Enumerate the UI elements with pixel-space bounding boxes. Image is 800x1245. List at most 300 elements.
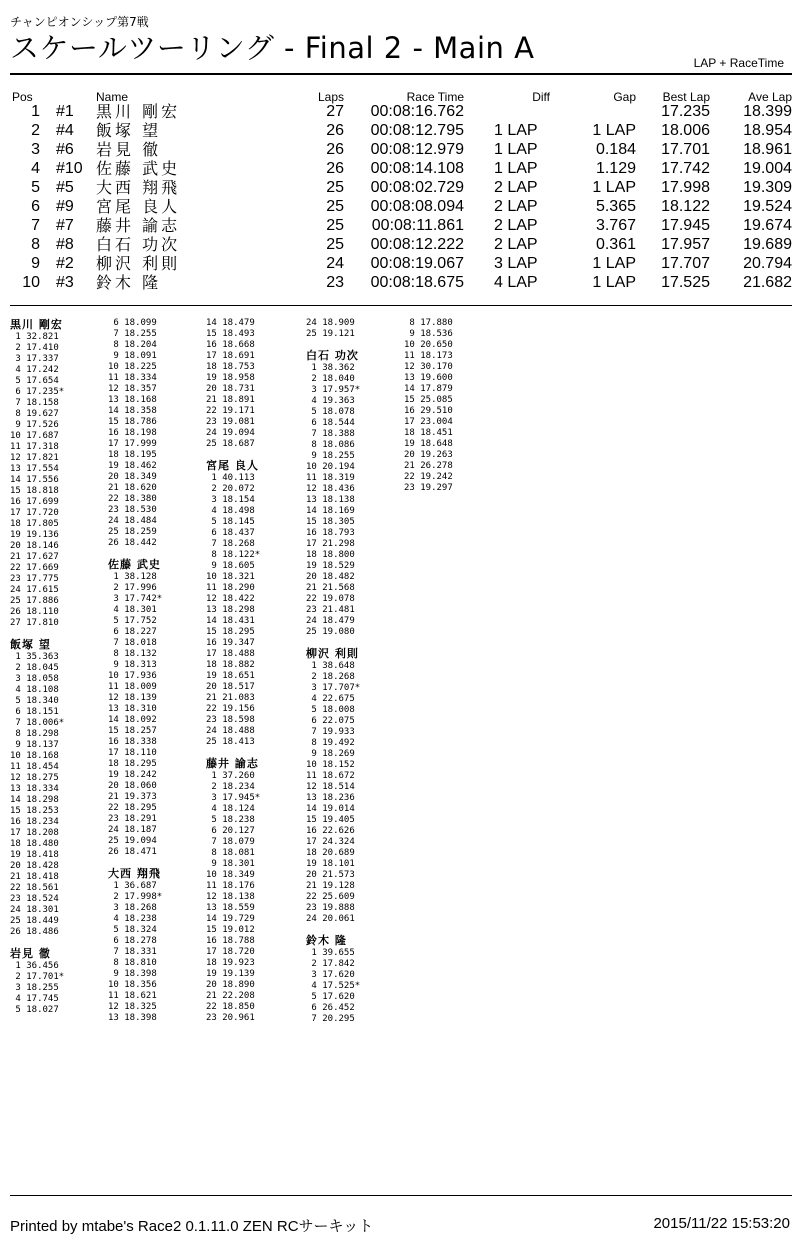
lap-time-entry: 21 26.278	[404, 461, 453, 471]
result-pos: 1	[31, 103, 40, 120]
result-race-time: 00:08:11.861	[371, 217, 464, 234]
lap-time-entry: 16 29.510	[404, 406, 453, 416]
result-row	[10, 121, 792, 140]
lap-time-entry: 17 23.004	[404, 417, 453, 427]
lap-time-entry: 11 18.173	[404, 351, 453, 361]
lap-time-entry: 2 18.268	[306, 672, 355, 682]
result-driver-name: 鈴木 隆	[96, 273, 162, 292]
lap-time-entry: 12 30.170	[404, 362, 453, 372]
result-row	[10, 197, 792, 216]
page-title: スケールツーリング - Final 2 - Main A	[10, 31, 535, 65]
lap-time-entry: 27 17.810	[10, 618, 59, 628]
lap-time-entry: 23 19.081	[206, 417, 255, 427]
lap-time-entry: 15 18.295	[206, 627, 255, 637]
result-race-time: 00:08:12.979	[370, 141, 464, 158]
result-laps: 24	[326, 255, 344, 272]
lap-time-entry: 3 17.337	[10, 354, 59, 364]
lap-time-entry: 19 18.958	[206, 373, 255, 383]
lap-time-entry: 13 18.398	[108, 1013, 157, 1023]
printed-by-label: Printed by mtabe's Race2 0.1.11.0 ZEN RCサーキット	[10, 1218, 374, 1235]
lap-time-entry: 4 17.242	[10, 365, 59, 375]
lap-time-entry: 9 18.398	[108, 969, 157, 979]
lap-time-entry: 7 18.158	[10, 398, 59, 408]
result-laps: 25	[326, 198, 344, 215]
lap-time-entry: 13 18.236	[306, 793, 355, 803]
lap-time-entry: 10 17.936	[108, 671, 157, 681]
result-ave-lap: 18.954	[743, 122, 792, 139]
lap-time-entry: 16 17.699	[10, 497, 59, 507]
lap-time-entry: 19 18.418	[10, 850, 59, 860]
result-race-time: 00:08:14.108	[370, 160, 464, 177]
lap-time-entry: 7 18.255	[108, 329, 157, 339]
lap-column	[108, 318, 208, 1024]
result-car-number: #5	[56, 179, 74, 196]
lap-time-entry: 15 18.493	[206, 329, 255, 339]
result-laps: 26	[326, 122, 344, 139]
lap-time-entry: 6 20.127	[206, 826, 255, 836]
lap-time-entry: 17 24.324	[306, 837, 355, 847]
lap-time-entry: 13 18.559	[206, 903, 255, 913]
lap-time-entry: 5 18.340	[10, 696, 59, 706]
result-ave-lap: 21.682	[743, 274, 792, 291]
lap-time-entry: 8 17.880	[404, 318, 453, 328]
print-timestamp: 2015/11/22 15:53:20	[653, 1215, 790, 1232]
lap-time-entry: 24 18.488	[206, 726, 255, 736]
result-ave-lap: 19.689	[743, 236, 792, 253]
lap-time-entry: 22 19.242	[404, 472, 453, 482]
result-driver-name: 飯塚 望	[96, 121, 162, 140]
lap-time-entry: 16 19.347	[206, 638, 255, 648]
result-pos: 7	[31, 217, 40, 234]
lap-time-entry: 16 18.234	[10, 817, 59, 827]
lap-time-entry: 13 18.298	[206, 605, 255, 615]
lap-time-entry: 22 19.078	[306, 594, 355, 604]
result-driver-name: 藤井 諭志	[96, 216, 181, 235]
lap-time-entry: 3 17.957*	[306, 385, 361, 395]
result-ave-lap: 18.961	[743, 141, 792, 158]
lap-time-entry: 5 18.145	[206, 517, 255, 527]
lap-time-entry: 8 18.081	[206, 848, 255, 858]
lap-time-entry: 2 17.842	[306, 959, 355, 969]
driver-lap-heading: 佐藤 武史	[108, 558, 161, 571]
lap-time-entry: 23 18.598	[206, 715, 255, 725]
lap-time-entry: 22 18.561	[10, 883, 59, 893]
lap-time-entry: 2 17.998*	[108, 892, 163, 902]
result-driver-name: 黒川 剛宏	[96, 102, 181, 121]
result-laps: 26	[326, 160, 344, 177]
lap-time-entry: 25 19.121	[306, 329, 355, 339]
lap-time-entry: 15 19.405	[306, 815, 355, 825]
lap-time-entry: 7 18.388	[306, 429, 355, 439]
lap-time-entry: 17 21.298	[306, 539, 355, 549]
lap-time-entry: 8 18.132	[108, 649, 157, 659]
lap-time-entry: 7 18.006*	[10, 718, 65, 728]
lap-time-entry: 17 17.999	[108, 439, 157, 449]
lap-time-entry: 16 18.668	[206, 340, 255, 350]
lap-time-entry: 5 17.654	[10, 376, 59, 386]
lap-time-entry: 18 18.480	[10, 839, 59, 849]
lap-time-entry: 9 18.605	[206, 561, 255, 571]
lap-time-entry: 16 18.793	[306, 528, 355, 538]
result-pos: 4	[31, 160, 40, 177]
lap-time-entry: 1 35.363	[10, 652, 59, 662]
lap-time-entry: 10 17.687	[10, 431, 59, 441]
col-pos: Pos	[12, 90, 33, 104]
lap-time-entry: 23 21.481	[306, 605, 355, 615]
lap-times-section	[10, 318, 800, 1178]
lap-time-entry: 14 18.431	[206, 616, 255, 626]
result-race-time: 00:08:18.675	[370, 274, 464, 291]
result-row	[10, 178, 792, 197]
lap-time-entry: 16 18.788	[206, 936, 255, 946]
lap-time-entry: 25 19.080	[306, 627, 355, 637]
lap-time-entry: 16 18.338	[108, 737, 157, 747]
lap-time-entry: 24 18.187	[108, 825, 157, 835]
lap-time-entry: 4 22.675	[306, 694, 355, 704]
lap-time-entry: 21 22.208	[206, 991, 255, 1001]
lap-time-entry: 22 25.609	[306, 892, 355, 902]
result-pos: 8	[31, 236, 40, 253]
lap-time-entry: 8 18.810	[108, 958, 157, 968]
driver-lap-heading: 柳沢 利則	[306, 647, 359, 660]
lap-time-entry: 14 18.092	[108, 715, 157, 725]
result-pos: 10	[22, 274, 40, 291]
driver-lap-heading: 宮尾 良人	[206, 459, 259, 472]
lap-time-entry: 18 18.195	[108, 450, 157, 460]
result-driver-name: 岩見 徹	[96, 140, 162, 159]
lap-time-entry: 19 18.651	[206, 671, 255, 681]
lap-time-entry: 8 18.122*	[206, 550, 261, 560]
lap-time-entry: 9 18.536	[404, 329, 453, 339]
lap-time-entry: 11 18.454	[10, 762, 59, 772]
result-row	[10, 102, 792, 121]
lap-time-entry: 7 19.933	[306, 727, 355, 737]
col-diff: Diff	[532, 90, 550, 104]
col-best-lap: Best Lap	[662, 90, 710, 104]
lap-time-entry: 3 18.268	[108, 903, 157, 913]
lap-time-entry: 4 18.238	[108, 914, 157, 924]
result-diff: 2 LAP	[494, 198, 538, 215]
result-driver-name: 大西 翔飛	[96, 178, 181, 197]
lap-time-entry: 20 18.060	[108, 781, 157, 791]
result-driver-name: 柳沢 利則	[96, 254, 181, 273]
header-divider	[10, 73, 792, 75]
result-driver-name: 宮尾 良人	[96, 197, 181, 216]
lap-time-entry: 19 18.101	[306, 859, 355, 869]
lap-time-entry: 6 18.099	[108, 318, 157, 328]
result-race-time: 00:08:12.222	[370, 236, 464, 253]
result-diff: 1 LAP	[494, 122, 538, 139]
result-laps: 26	[326, 141, 344, 158]
result-row	[10, 159, 792, 178]
lap-time-entry: 4 18.301	[108, 605, 157, 615]
lap-time-entry: 20 18.349	[108, 472, 157, 482]
lap-time-entry: 21 19.373	[108, 792, 157, 802]
lap-time-entry: 11 17.318	[10, 442, 59, 452]
result-gap: 5.365	[595, 198, 636, 215]
results-body	[10, 102, 792, 292]
lap-time-entry: 22 18.850	[206, 1002, 255, 1012]
result-best-lap: 17.945	[661, 217, 710, 234]
result-row	[10, 273, 792, 292]
result-car-number: #4	[56, 122, 74, 139]
lap-time-entry: 8 18.298	[10, 729, 59, 739]
result-race-time: 00:08:02.729	[370, 179, 464, 196]
lap-time-entry: 12 18.514	[306, 782, 355, 792]
result-ave-lap: 18.399	[743, 103, 792, 120]
lap-time-entry: 18 18.295	[108, 759, 157, 769]
lap-time-entry: 3 18.058	[10, 674, 59, 684]
result-laps: 25	[326, 179, 344, 196]
lap-time-entry: 25 18.687	[206, 439, 255, 449]
lap-time-entry: 20 18.146	[10, 541, 59, 551]
lap-time-entry: 11 18.009	[108, 682, 157, 692]
result-laps: 23	[326, 274, 344, 291]
lap-time-entry: 1 39.655	[306, 948, 355, 958]
col-laps: Laps	[317, 90, 344, 104]
col-gap: Gap	[613, 90, 636, 104]
report-mode-label: LAP + RaceTime	[693, 56, 784, 70]
lap-time-entry: 23 18.530	[108, 505, 157, 515]
lap-time-entry: 1 38.128	[108, 572, 157, 582]
lap-time-entry: 14 18.358	[108, 406, 157, 416]
lap-time-entry: 8 19.627	[10, 409, 59, 419]
lap-time-entry: 5 18.078	[306, 407, 355, 417]
lap-time-entry: 13 18.168	[108, 395, 157, 405]
result-diff: 3 LAP	[494, 255, 538, 272]
result-gap: 0.361	[595, 236, 636, 253]
lap-time-entry: 9 18.091	[108, 351, 157, 361]
results-header-row	[10, 86, 792, 102]
result-car-number: #2	[56, 255, 74, 272]
lap-time-entry: 11 18.176	[206, 881, 255, 891]
lap-time-entry: 15 19.012	[206, 925, 255, 935]
lap-time-entry: 14 17.879	[404, 384, 453, 394]
lap-time-entry: 23 20.961	[206, 1013, 255, 1023]
lap-time-entry: 20 18.731	[206, 384, 255, 394]
lap-time-entry: 23 19.297	[404, 483, 453, 493]
result-car-number: #9	[56, 198, 74, 215]
lap-time-entry: 24 17.615	[10, 585, 59, 595]
lap-time-entry: 19 19.139	[206, 969, 255, 979]
lap-time-entry: 23 18.291	[108, 814, 157, 824]
lap-time-entry: 18 18.451	[404, 428, 453, 438]
lap-time-entry: 2 20.072	[206, 484, 255, 494]
lap-time-entry: 14 17.556	[10, 475, 59, 485]
result-ave-lap: 19.309	[743, 179, 792, 196]
result-diff: 1 LAP	[494, 160, 538, 177]
lap-time-entry: 4 18.498	[206, 506, 255, 516]
lap-time-entry: 10 20.650	[404, 340, 453, 350]
lap-time-entry: 12 18.436	[306, 484, 355, 494]
lap-time-entry: 25 18.259	[108, 527, 157, 537]
lap-time-entry: 17 18.691	[206, 351, 255, 361]
result-gap: 0.184	[595, 141, 636, 158]
lap-time-entry: 14 19.729	[206, 914, 255, 924]
lap-time-entry: 12 18.275	[10, 773, 59, 783]
lap-time-entry: 23 18.524	[10, 894, 59, 904]
lap-time-entry: 23 19.888	[306, 903, 355, 913]
result-diff: 4 LAP	[494, 274, 538, 291]
lap-time-entry: 5 17.752	[108, 616, 157, 626]
driver-lap-heading: 黒川 剛宏	[10, 318, 63, 331]
lap-column	[306, 318, 406, 1025]
result-car-number: #10	[56, 160, 83, 177]
lap-time-entry: 2 18.234	[206, 782, 255, 792]
lap-time-entry: 4 17.525*	[306, 981, 361, 991]
lap-time-entry: 17 17.720	[10, 508, 59, 518]
lap-time-entry: 7 18.331	[108, 947, 157, 957]
result-ave-lap: 20.794	[743, 255, 792, 272]
lap-time-entry: 6 22.075	[306, 716, 355, 726]
result-best-lap: 17.742	[661, 160, 710, 177]
lap-time-entry: 6 26.452	[306, 1003, 355, 1013]
lap-time-entry: 9 18.137	[10, 740, 59, 750]
lap-time-entry: 1 32.821	[10, 332, 59, 342]
lap-time-entry: 19 18.462	[108, 461, 157, 471]
lap-time-entry: 12 17.821	[10, 453, 59, 463]
lap-time-entry: 26 18.486	[10, 927, 59, 937]
lap-time-entry: 18 18.753	[206, 362, 255, 372]
lap-time-entry: 20 18.890	[206, 980, 255, 990]
lap-time-entry: 21 18.891	[206, 395, 255, 405]
lap-time-entry: 6 18.437	[206, 528, 255, 538]
lap-time-entry: 14 19.014	[306, 804, 355, 814]
result-diff: 1 LAP	[494, 141, 538, 158]
lap-time-entry: 15 18.818	[10, 486, 59, 496]
lap-time-entry: 1 36.687	[108, 881, 157, 891]
lap-time-entry: 25 18.449	[10, 916, 59, 926]
result-driver-name: 佐藤 武史	[96, 159, 181, 178]
lap-time-entry: 20 19.263	[404, 450, 453, 460]
result-pos: 3	[31, 141, 40, 158]
result-diff: 2 LAP	[494, 236, 538, 253]
lap-time-entry: 2 17.701*	[10, 972, 65, 982]
lap-time-entry: 22 19.171	[206, 406, 255, 416]
lap-time-entry: 12 18.138	[206, 892, 255, 902]
result-race-time: 00:08:19.067	[370, 255, 464, 272]
result-pos: 6	[31, 198, 40, 215]
driver-lap-heading: 藤井 諭志	[206, 757, 259, 770]
lap-time-entry: 3 17.707*	[306, 683, 361, 693]
result-row	[10, 216, 792, 235]
lap-time-entry: 6 18.544	[306, 418, 355, 428]
lap-time-entry: 15 18.786	[108, 417, 157, 427]
lap-time-entry: 6 18.278	[108, 936, 157, 946]
result-row	[10, 235, 792, 254]
lap-time-entry: 24 18.484	[108, 516, 157, 526]
lap-time-entry: 24 18.301	[10, 905, 59, 915]
result-best-lap: 18.006	[661, 122, 710, 139]
lap-time-entry: 13 18.138	[306, 495, 355, 505]
lap-time-entry: 24 18.909	[306, 318, 355, 328]
col-ave-lap: Ave Lap	[748, 90, 792, 104]
lap-time-entry: 11 18.319	[306, 473, 355, 483]
lap-column	[10, 318, 110, 1016]
lap-time-entry: 9 18.269	[306, 749, 355, 759]
result-car-number: #8	[56, 236, 74, 253]
lap-time-entry: 21 18.418	[10, 872, 59, 882]
lap-time-entry: 3 17.945*	[206, 793, 261, 803]
result-ave-lap: 19.524	[743, 198, 792, 215]
driver-lap-heading: 白石 功次	[306, 349, 359, 362]
col-name: Name	[96, 90, 129, 104]
lap-time-entry: 13 19.600	[404, 373, 453, 383]
lap-time-entry: 22 19.156	[206, 704, 255, 714]
lap-time-entry: 25 19.094	[108, 836, 157, 846]
lap-time-entry: 22 17.669	[10, 563, 59, 573]
lap-time-entry: 4 17.745	[10, 994, 59, 1004]
lap-time-entry: 24 20.061	[306, 914, 355, 924]
lap-time-entry: 16 18.198	[108, 428, 157, 438]
lap-time-entry: 10 18.225	[108, 362, 157, 372]
lap-time-entry: 10 18.168	[10, 751, 59, 761]
lap-time-entry: 21 19.128	[306, 881, 355, 891]
lap-time-entry: 7 18.079	[206, 837, 255, 847]
result-car-number: #6	[56, 141, 74, 158]
lap-time-entry: 12 18.357	[108, 384, 157, 394]
result-diff: 2 LAP	[494, 179, 538, 196]
lap-time-entry: 8 18.086	[306, 440, 355, 450]
lap-time-entry: 17 18.488	[206, 649, 255, 659]
lap-time-entry: 19 18.242	[108, 770, 157, 780]
result-row	[10, 254, 792, 273]
lap-time-entry: 24 19.094	[206, 428, 255, 438]
lap-time-entry: 24 18.479	[306, 616, 355, 626]
result-ave-lap: 19.674	[743, 217, 792, 234]
lap-time-entry: 9 18.313	[108, 660, 157, 670]
result-pos: 9	[31, 255, 40, 272]
driver-lap-heading: 飯塚 望	[10, 638, 51, 651]
lap-time-entry: 20 18.428	[10, 861, 59, 871]
result-car-number: #1	[56, 103, 74, 120]
result-best-lap: 17.525	[661, 274, 710, 291]
lap-time-entry: 18 18.882	[206, 660, 255, 670]
result-diff: 2 LAP	[494, 217, 538, 234]
result-race-time: 00:08:16.762	[370, 103, 464, 120]
driver-lap-heading: 鈴木 隆	[306, 934, 347, 947]
championship-label: チャンピオンシップ第7戦	[10, 15, 149, 29]
lap-time-entry: 5 18.008	[306, 705, 355, 715]
result-car-number: #3	[56, 274, 74, 291]
lap-time-entry: 5 18.027	[10, 1005, 59, 1015]
result-gap: 1 LAP	[592, 179, 636, 196]
col-race-time: Race Time	[406, 90, 464, 104]
lap-time-entry: 17 18.208	[10, 828, 59, 838]
result-laps: 25	[326, 217, 344, 234]
lap-time-entry: 17 18.720	[206, 947, 255, 957]
lap-time-entry: 18 17.805	[10, 519, 59, 529]
lap-time-entry: 3 17.742*	[108, 594, 163, 604]
lap-time-entry: 2 17.410	[10, 343, 59, 353]
lap-time-entry: 12 18.139	[108, 693, 157, 703]
lap-time-entry: 18 18.800	[306, 550, 355, 560]
results-table	[10, 86, 792, 292]
lap-time-entry: 13 18.310	[108, 704, 157, 714]
result-race-time: 00:08:08.094	[370, 198, 464, 215]
lap-time-entry: 3 18.154	[206, 495, 255, 505]
result-gap: 3.767	[595, 217, 636, 234]
lap-time-entry: 21 21.568	[306, 583, 355, 593]
result-best-lap: 17.707	[661, 255, 710, 272]
lap-time-entry: 8 18.204	[108, 340, 157, 350]
lap-time-entry: 11 18.290	[206, 583, 255, 593]
result-best-lap: 17.998	[661, 179, 710, 196]
result-driver-name: 白石 功次	[96, 235, 181, 254]
lap-time-entry: 13 18.334	[10, 784, 59, 794]
lap-time-entry: 14 18.479	[206, 318, 255, 328]
lap-time-entry: 7 18.018	[108, 638, 157, 648]
